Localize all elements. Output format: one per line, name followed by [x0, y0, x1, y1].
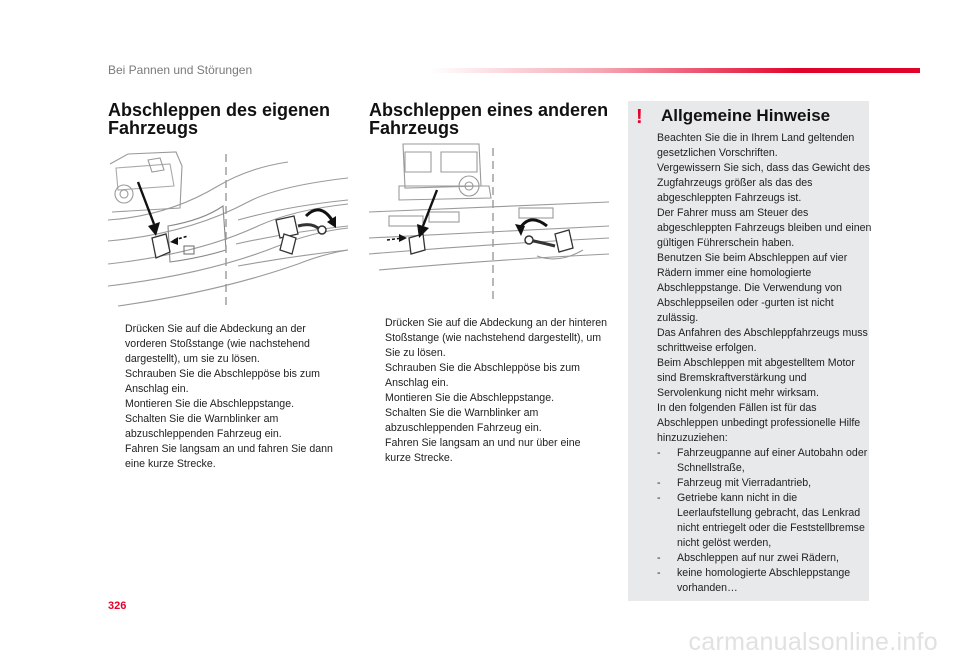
list-item: - Fahrzeugpanne auf einer Autobahn oder Schnellstraße, [657, 447, 868, 474]
warning-icon: ! [636, 106, 643, 128]
notes-paragraph: Benutzen Sie beim Abschleppen auf vier Rädern immer eine homologierte Abschleppstange. Die Verwendung von Abschleppseilen oder -gurten ist nicht zulässig. [657, 252, 848, 324]
notes-paragraph: Der Fahrer muss am Steuer des abgeschleppten Fahrzeugs bleiben und einen gültigen Führerschein haben. [657, 207, 872, 249]
list-item: Montieren Sie die Abschleppstange. [385, 392, 555, 404]
list-item: Schrauben Sie die Abschleppöse bis zum Anschlag ein. [125, 368, 320, 395]
list-item: Drücken Sie auf die Abdeckung an der hinteren Stoßstange (wie nachstehend dargestellt), um Sie zu lösen. [385, 317, 608, 359]
list-item: Fahren Sie langsam an und nur über eine kurze Strecke. [385, 437, 581, 464]
list-item: - keine homologierte Abschleppstange vorhanden… [657, 567, 851, 594]
notes-list [657, 446, 873, 596]
notes-paragraph: In den folgenden Fällen ist für das Abschleppen unbedingt professionelle Hilfe hinzuzuziehen: [657, 402, 861, 444]
notes-title: Allgemeine Hinweise [661, 106, 831, 125]
front-bumper-illustration [108, 146, 348, 311]
watermark: carmanualsonline.info [688, 628, 938, 656]
middle-steps-list [371, 316, 609, 466]
rear-bumper-illustration [369, 142, 609, 302]
header-accent-bar [430, 68, 920, 73]
list-item: - Abschleppen auf nur zwei Rädern, [657, 552, 839, 564]
notes-paragraph: Beim Abschleppen mit abgestelltem Motor sind Bremskraftverstärkung und Servolenkung nicht mehr wirksam. [657, 357, 855, 399]
notes-paragraph: Vergewissern Sie sich, dass das Gewicht des Zugfahrzeugs größer als das des abgeschleppten Fahrzeugs ist. [657, 162, 871, 204]
list-item: Schalten Sie die Warnblinker am abzuschleppenden Fahrzeug ein. [385, 407, 542, 434]
list-item: Schalten Sie die Warnblinker am abzuschleppenden Fahrzeug ein. [125, 413, 282, 440]
notes-body [657, 131, 873, 596]
notes-paragraph: Das Anfahren des Abschleppfahrzeugs muss schrittweise erfolgen. [657, 327, 868, 354]
list-item: - Fahrzeug mit Vierradantrieb, [657, 477, 812, 489]
left-steps-list [111, 322, 343, 472]
list-item: Drücken Sie auf die Abdeckung an der vorderen Stoßstange (wie nachstehend dargestellt), um sie zu lösen. [125, 323, 310, 365]
middle-section-title: Abschleppen eines anderen Fahrzeugs [369, 100, 609, 138]
list-item: - Getriebe kann nicht in die Leerlaufstellung gebracht, das Lenkrad nicht entriegelt oder die Feststellbremse nicht gelöst werden, [657, 492, 865, 549]
list-item: Fahren Sie langsam an und fahren Sie dann eine kurze Strecke. [125, 443, 333, 470]
general-notes-panel [628, 101, 872, 601]
left-section-title: Abschleppen des eigenen Fahrzeugs [108, 100, 331, 138]
list-item: Schrauben Sie die Abschleppöse bis zum Anschlag ein. [385, 362, 580, 389]
list-item: Montieren Sie die Abschleppstange. [125, 398, 295, 410]
page-number: 326 [108, 600, 127, 612]
notes-paragraph: Beachten Sie die in Ihrem Land geltenden gesetzlichen Vorschriften. [657, 132, 855, 159]
section-header: Bei Pannen und Störungen [108, 63, 253, 77]
